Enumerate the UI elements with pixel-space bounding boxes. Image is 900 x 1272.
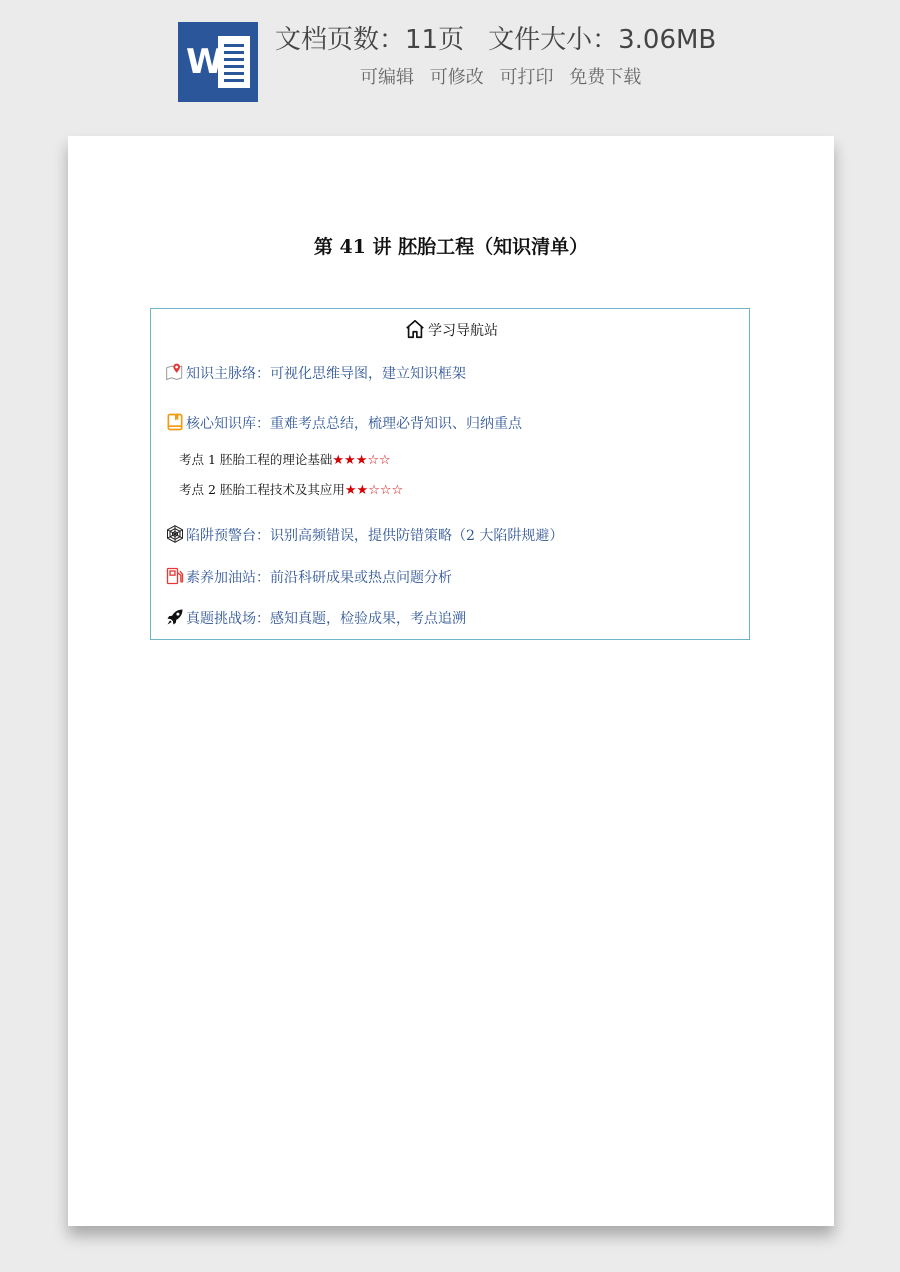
feature-printable: 可打印 [499, 67, 554, 88]
nav-item-label: 真题挑战场：感知真题，检验成果，考点追溯 [186, 611, 466, 627]
home-icon [404, 318, 426, 340]
nav-item-label: 陷阱预警台：识别高频错误，提供防错策略（2 大陷阱规避） [186, 528, 564, 544]
download-header [0, 0, 900, 120]
map-pin-icon [165, 362, 185, 382]
star-rating: ★★☆☆☆ [344, 483, 404, 498]
nav-item-literacy-station [165, 565, 735, 591]
word-document-icon: W [178, 22, 258, 102]
page-title: 第 41 讲 胚胎工程（知识清单） [313, 236, 589, 258]
book-icon [165, 412, 185, 432]
key-point-label: 考点 1 胚胎工程的理论基础 [179, 452, 333, 467]
key-point-1 [179, 448, 699, 472]
document-page [68, 136, 834, 1226]
rocket-icon [165, 607, 185, 627]
fuel-pump-icon [165, 566, 185, 586]
spider-web-icon [165, 524, 185, 544]
page-count: 文档页数：11页 [275, 25, 465, 55]
nav-item-label: 知识主脉络：可视化思维导图，建立知识框架 [186, 366, 466, 382]
nav-item-core-knowledge [165, 411, 735, 437]
file-info [275, 20, 795, 60]
feature-free-download: 免费下载 [569, 67, 642, 88]
nav-heading-label: 学习导航站 [428, 323, 498, 339]
feature-modifiable: 可修改 [429, 67, 484, 88]
feature-list [360, 64, 680, 92]
file-size: 文件大小：3.06MB [488, 25, 717, 55]
nav-item-label: 核心知识库：重难考点总结，梳理必背知识、归纳重点 [186, 416, 522, 432]
feature-editable: 可编辑 [360, 67, 414, 88]
star-rating: ★★★☆☆ [332, 453, 391, 468]
nav-item-label: 素养加油站：前沿科研成果或热点问题分析 [186, 570, 452, 586]
learning-nav-box [150, 308, 750, 640]
nav-heading [151, 317, 751, 345]
key-point-2 [179, 478, 699, 502]
nav-item-mind-map [165, 361, 735, 387]
nav-item-exam-challenge [165, 606, 735, 632]
nav-item-trap-warning [165, 523, 735, 549]
key-point-label: 考点 2 胚胎工程技术及其应用 [179, 482, 345, 497]
